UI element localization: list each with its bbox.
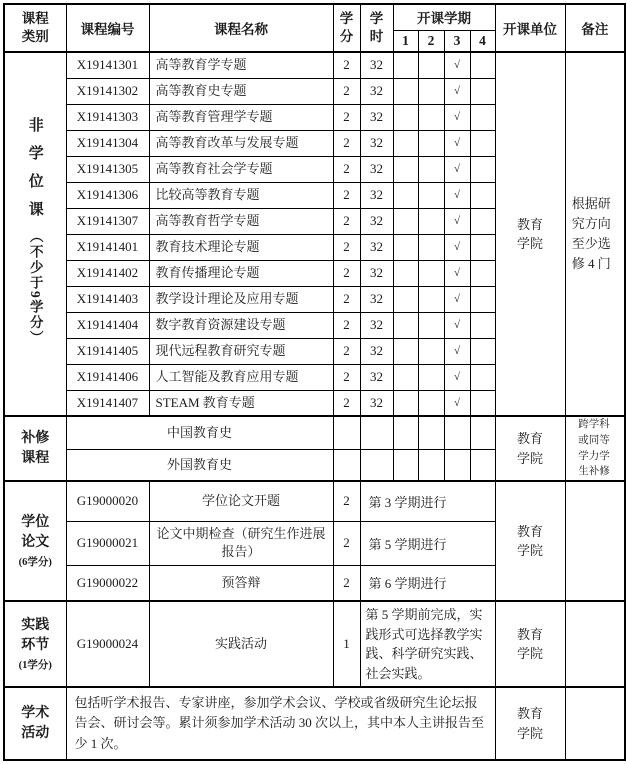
- course-code: X19141303: [66, 104, 149, 130]
- credits-cell: 2: [333, 521, 360, 565]
- sem1-cell: [393, 182, 418, 208]
- sem3-cell: √: [444, 104, 470, 130]
- header-hours-label: 学时: [369, 10, 384, 44]
- sem4-cell: [470, 182, 495, 208]
- hours-cell: 32: [360, 130, 393, 156]
- sem4-cell: [470, 312, 495, 338]
- course-code: G19000021: [66, 521, 149, 565]
- header-semester-group: 开课学期: [393, 4, 495, 30]
- unit-cell-non-degree: [495, 52, 565, 416]
- schedule-cell: 第 5 学期前完成，实践形式可选择教学实践、科学研究实践、社会实践。: [360, 601, 495, 687]
- category-label-supplementary: 补修课程: [21, 430, 50, 466]
- category-cell-thesis: [4, 481, 66, 601]
- course-code: X19141407: [66, 390, 149, 416]
- course-code: G19000020: [66, 481, 149, 521]
- hours-cell: 32: [360, 208, 393, 234]
- course-name: 教育传播理论专题: [149, 260, 333, 286]
- hours-cell: [360, 449, 393, 481]
- course-name: 学位论文开题: [149, 481, 333, 521]
- credits-cell: 2: [333, 338, 360, 364]
- academic-description: 包括听学术报告、专家讲座，参加学术会议、学校或省级研究生论坛报告会、研讨会等。累计须参加学术活动 30 次以上，其中本人主讲报告至少 1 次。: [66, 687, 495, 760]
- sem4-cell: [470, 390, 495, 416]
- course-name: 教育技术理论专题: [149, 234, 333, 260]
- hours-cell: 32: [360, 312, 393, 338]
- course-code: G19000024: [66, 601, 149, 687]
- sem3-cell: √: [444, 182, 470, 208]
- hours-cell: 32: [360, 104, 393, 130]
- sem2-cell: [418, 130, 444, 156]
- sem2-cell: [418, 182, 444, 208]
- course-code: X19141302: [66, 78, 149, 104]
- credits-cell: 2: [333, 78, 360, 104]
- credits-cell: [333, 416, 360, 449]
- course-code: X19141405: [66, 338, 149, 364]
- credits-cell: 2: [333, 130, 360, 156]
- category-label-practice: 实践环节: [21, 618, 50, 653]
- category-label-non-degree: [25, 117, 46, 346]
- unit-cell-supplementary: [495, 416, 565, 481]
- course-code: X19141402: [66, 260, 149, 286]
- credits-cell: 2: [333, 52, 360, 78]
- unit-text: 教育学院: [516, 523, 543, 558]
- course-code: X19141404: [66, 312, 149, 338]
- sem2-cell: [418, 104, 444, 130]
- schedule-cell: 第 3 学期进行: [360, 481, 495, 521]
- sem4-cell: [470, 130, 495, 156]
- hours-cell: 32: [360, 78, 393, 104]
- course-name: 高等教育改革与发展专题: [149, 130, 333, 156]
- category-sublabel-practice: (1学分): [18, 659, 52, 671]
- course-name: 教学设计理论及应用专题: [149, 286, 333, 312]
- credits-cell: 2: [333, 182, 360, 208]
- sem3-cell: √: [444, 234, 470, 260]
- sem1-cell: [393, 52, 418, 78]
- course-name: 实践活动: [149, 601, 333, 687]
- course-plan-table: [3, 3, 626, 761]
- sem1-cell: [393, 234, 418, 260]
- category-label-academic: 学术活动: [21, 705, 50, 741]
- sem1-cell: [393, 390, 418, 416]
- header-name: 课程名称: [149, 4, 333, 52]
- unit-text: 教育学院: [516, 216, 543, 251]
- sem4-cell: [470, 78, 495, 104]
- course-name: STEAM 教育专题: [149, 390, 333, 416]
- unit-cell-academic: [495, 687, 565, 760]
- sem4-cell: [470, 260, 495, 286]
- sem1-cell: [393, 286, 418, 312]
- course-code: G19000022: [66, 565, 149, 601]
- category-cell-supplementary: [4, 416, 66, 481]
- schedule-cell: 第 6 学期进行: [360, 565, 495, 601]
- sem2-cell: [418, 338, 444, 364]
- sem1-cell: [393, 208, 418, 234]
- category-cell-non-degree: [4, 52, 66, 416]
- credits-cell: 2: [333, 104, 360, 130]
- sem4-cell: [470, 52, 495, 78]
- sem2-cell: [418, 416, 444, 449]
- hours-cell: 32: [360, 182, 393, 208]
- sem2-cell: [418, 312, 444, 338]
- sem2-cell: [418, 234, 444, 260]
- sem4-cell: [470, 338, 495, 364]
- course-code: X19141307: [66, 208, 149, 234]
- credits-cell: 2: [333, 156, 360, 182]
- schedule-cell: 第 5 学期进行: [360, 521, 495, 565]
- sem2-cell: [418, 449, 444, 481]
- sem1-cell: [393, 416, 418, 449]
- course-name: 人工智能及教育应用专题: [149, 364, 333, 390]
- sem4-cell: [470, 104, 495, 130]
- hours-cell: 32: [360, 338, 393, 364]
- remark-cell-academic: [565, 687, 625, 760]
- sem1-cell: [393, 156, 418, 182]
- course-name: 高等教育社会学专题: [149, 156, 333, 182]
- course-code: X19141305: [66, 156, 149, 182]
- course-name: 高等教育学专题: [149, 52, 333, 78]
- category-cell-practice: [4, 601, 66, 687]
- sem3-cell: √: [444, 338, 470, 364]
- credits-cell: 2: [333, 364, 360, 390]
- sem2-cell: [418, 78, 444, 104]
- sem2-cell: [418, 364, 444, 390]
- unit-text: 教育学院: [516, 626, 543, 661]
- header-code: 课程编号: [66, 4, 149, 52]
- sem1-cell: [393, 338, 418, 364]
- credits-cell: 2: [333, 390, 360, 416]
- course-name: 预答辩: [149, 565, 333, 601]
- course-name: 论文中期检查（研究生作进展报告）: [149, 521, 333, 565]
- course-name: 高等教育史专题: [149, 78, 333, 104]
- header-category-label: 课程类别: [21, 10, 49, 44]
- course-code: X19141304: [66, 130, 149, 156]
- hours-cell: 32: [360, 156, 393, 182]
- sem3-cell: √: [444, 52, 470, 78]
- header-sem-3: 3: [444, 30, 470, 52]
- unit-cell-thesis: [495, 481, 565, 601]
- course-code: X19141401: [66, 234, 149, 260]
- sem3-cell: [444, 416, 470, 449]
- sem1-cell: [393, 104, 418, 130]
- sem4-cell: [470, 208, 495, 234]
- course-name: 中国教育史: [66, 416, 333, 449]
- sem1-cell: [393, 364, 418, 390]
- course-code: X19141403: [66, 286, 149, 312]
- hours-cell: 32: [360, 390, 393, 416]
- sem3-cell: √: [444, 208, 470, 234]
- header-remark: 备注: [565, 4, 625, 52]
- sem4-cell: [470, 156, 495, 182]
- sem1-cell: [393, 78, 418, 104]
- header-category: [4, 4, 66, 52]
- sem3-cell: √: [444, 312, 470, 338]
- header-credits-label: 学分: [339, 10, 354, 44]
- hours-cell: [360, 416, 393, 449]
- hours-cell: 32: [360, 260, 393, 286]
- header-sem-2: 2: [418, 30, 444, 52]
- course-name: 现代远程教育研究专题: [149, 338, 333, 364]
- credits-cell: 2: [333, 312, 360, 338]
- sem2-cell: [418, 260, 444, 286]
- unit-text: 教育学院: [516, 706, 543, 741]
- header-sem-1: 1: [393, 30, 418, 52]
- remark-text: 根据研究方向至少选修 4 门: [571, 195, 611, 272]
- course-code: X19141301: [66, 52, 149, 78]
- unit-cell-practice: [495, 601, 565, 687]
- hours-cell: 32: [360, 52, 393, 78]
- sem2-cell: [418, 52, 444, 78]
- course-code: X19141306: [66, 182, 149, 208]
- header-unit: 开课单位: [495, 4, 565, 52]
- course-name: 高等教育哲学专题: [149, 208, 333, 234]
- remark-text: 跨学科或同等学力学生补修: [578, 419, 610, 478]
- course-name: 数字教育资源建设专题: [149, 312, 333, 338]
- sem3-cell: √: [444, 130, 470, 156]
- credits-cell: 2: [333, 565, 360, 601]
- sem3-cell: [444, 449, 470, 481]
- sem4-cell: [470, 286, 495, 312]
- sem2-cell: [418, 286, 444, 312]
- remark-cell-thesis: [565, 481, 625, 601]
- sem4-cell: [470, 416, 495, 449]
- credits-cell: 2: [333, 208, 360, 234]
- sem1-cell: [393, 260, 418, 286]
- category-cell-academic: [4, 687, 66, 760]
- sem4-cell: [470, 449, 495, 481]
- sem2-cell: [418, 208, 444, 234]
- sem1-cell: [393, 449, 418, 481]
- credits-cell: 2: [333, 234, 360, 260]
- course-name: 外国教育史: [66, 449, 333, 481]
- sem3-cell: √: [444, 78, 470, 104]
- credits-cell: 1: [333, 601, 360, 687]
- course-name: 比较高等教育专题: [149, 182, 333, 208]
- credits-cell: 2: [333, 260, 360, 286]
- credits-cell: 2: [333, 286, 360, 312]
- course-code: X19141406: [66, 364, 149, 390]
- course-name: 高等教育管理学专题: [149, 104, 333, 130]
- unit-text: 教育学院: [516, 431, 543, 466]
- sem3-cell: √: [444, 364, 470, 390]
- sem4-cell: [470, 234, 495, 260]
- sem3-cell: √: [444, 286, 470, 312]
- sem1-cell: [393, 312, 418, 338]
- sem2-cell: [418, 156, 444, 182]
- sem3-cell: √: [444, 260, 470, 286]
- category-sublabel-thesis: (6学分): [18, 556, 52, 568]
- header-sem-4: 4: [470, 30, 495, 52]
- remark-cell-supplementary: [565, 416, 625, 481]
- header-hours: [360, 4, 393, 52]
- sem1-cell: [393, 130, 418, 156]
- hours-cell: 32: [360, 234, 393, 260]
- remark-cell-practice: [565, 601, 625, 687]
- header-credits: [333, 4, 360, 52]
- credits-cell: [333, 449, 360, 481]
- sem4-cell: [470, 364, 495, 390]
- remark-cell-non-degree: [565, 52, 625, 416]
- category-label-main: 非学位课: [26, 117, 43, 230]
- sem2-cell: [418, 390, 444, 416]
- credits-cell: 2: [333, 481, 360, 521]
- category-label-thesis: 学位论文: [21, 515, 50, 550]
- category-label-sub: （不少于9学分）: [27, 229, 43, 347]
- hours-cell: 32: [360, 286, 393, 312]
- hours-cell: 32: [360, 364, 393, 390]
- sem3-cell: √: [444, 156, 470, 182]
- sem3-cell: √: [444, 390, 470, 416]
